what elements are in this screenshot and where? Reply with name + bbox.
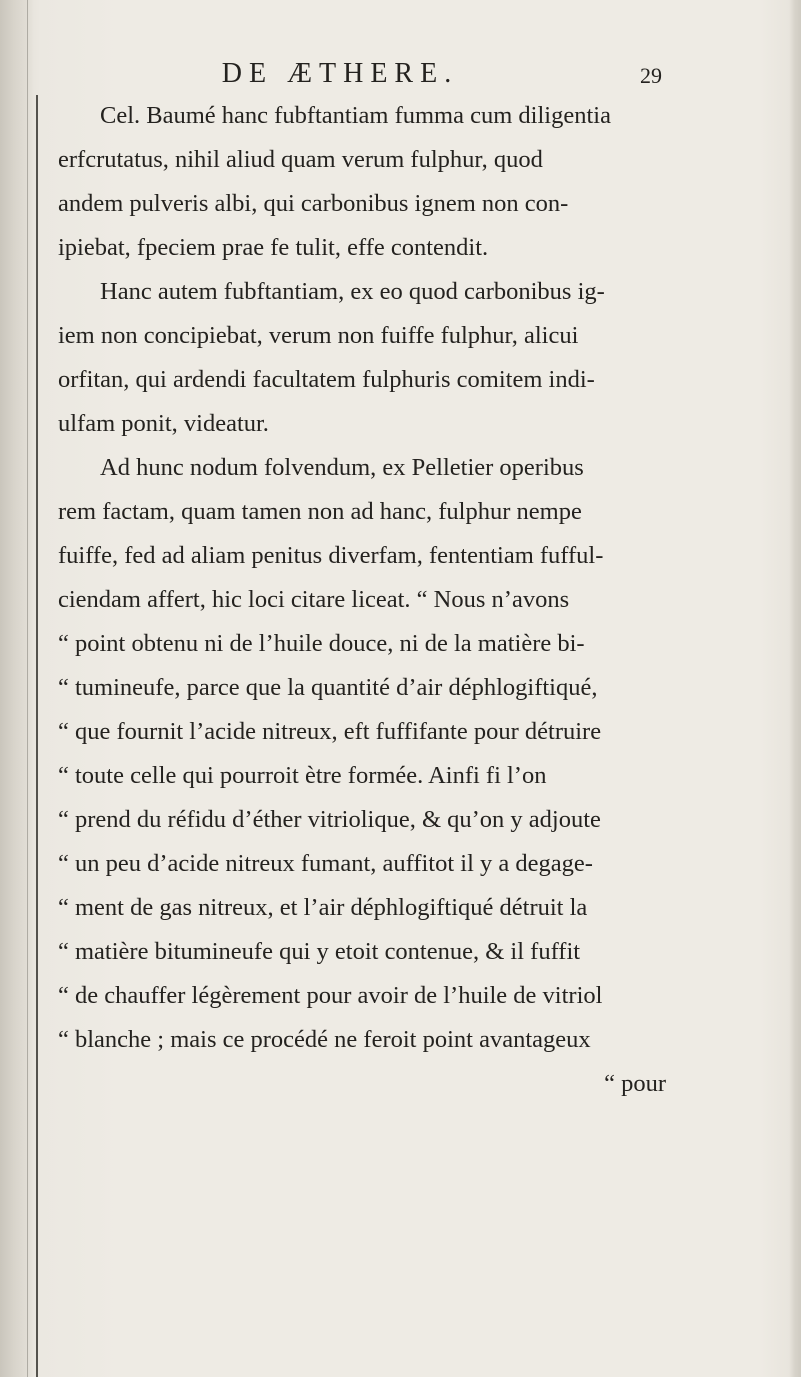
text-line: fuiffe, fed ad aliam penitus diverfam, fententiam fufful- (58, 542, 604, 569)
text-line: “ un peu d’acide nitreux fumant, auffitot il y a degage- (58, 850, 593, 877)
text-line: andem pulveris albi, qui carbonibus ignem non con- (58, 190, 569, 217)
binding-edge-line (36, 95, 38, 1377)
text-line: “ prend du réfidu d’éther vitriolique, & qu’on y adjoute (58, 806, 601, 833)
text-line: iem non concipiebat, verum non fuiffe fulphur, alicui (58, 322, 579, 349)
page-number: 29 (640, 63, 662, 88)
text-line: “ matière bitumineufe qui y etoit contenue, & il fuffit (58, 938, 581, 965)
text-line: “ blanche ; mais ce procédé ne feroit point avantageux (58, 1026, 591, 1053)
text-line: ciendam affert, hic loci citare liceat. “ Nous n’avons (58, 586, 570, 613)
text-line: ipiebat, fpeciem prae fe tulit, effe contendit. (58, 234, 489, 261)
text-line: “ ment de gas nitreux, et l’air déphlogiftiqué détruit la (58, 894, 588, 921)
text-line: Hanc autem fubftantiam, ex eo quod carbonibus ig- (100, 278, 605, 305)
text-line: “ de chauffer légèrement pour avoir de l’huile de vitriol (58, 982, 603, 1009)
text-line: “ tumineufe, parce que la quantité d’air déphlogiftiqué, (58, 674, 598, 701)
page-right-edge (789, 0, 801, 1377)
text-line: “ que fournit l’acide nitreux, eft fuffifante pour détruire (58, 718, 602, 745)
binding-shadow-line (27, 0, 28, 1377)
text-line: “ toute celle qui pourroit ètre formée. Ainfi fi l’on (58, 762, 547, 789)
text-line: Cel. Baumé hanc fubftantiam fumma cum diligentia (100, 102, 611, 129)
text-line: ulfam ponit, videatur. (58, 410, 269, 437)
running-title: DE ÆTHERE. (221, 58, 459, 89)
body-text (58, 94, 758, 1106)
catchword: “ pour (604, 1070, 666, 1097)
running-head (120, 56, 660, 92)
page-binding (0, 0, 34, 1377)
text-line: erfcrutatus, nihil aliud quam verum fulphur, quod (58, 146, 543, 173)
text-line: orfitan, qui ardendi facultatem fulphuris comitem indi- (58, 366, 595, 393)
text-line: “ point obtenu ni de l’huile douce, ni de la matière bi- (58, 630, 585, 657)
text-line: rem factam, quam tamen non ad hanc, fulphur nempe (58, 498, 582, 525)
text-line: Ad hunc nodum folvendum, ex Pelletier operibus (100, 454, 584, 481)
